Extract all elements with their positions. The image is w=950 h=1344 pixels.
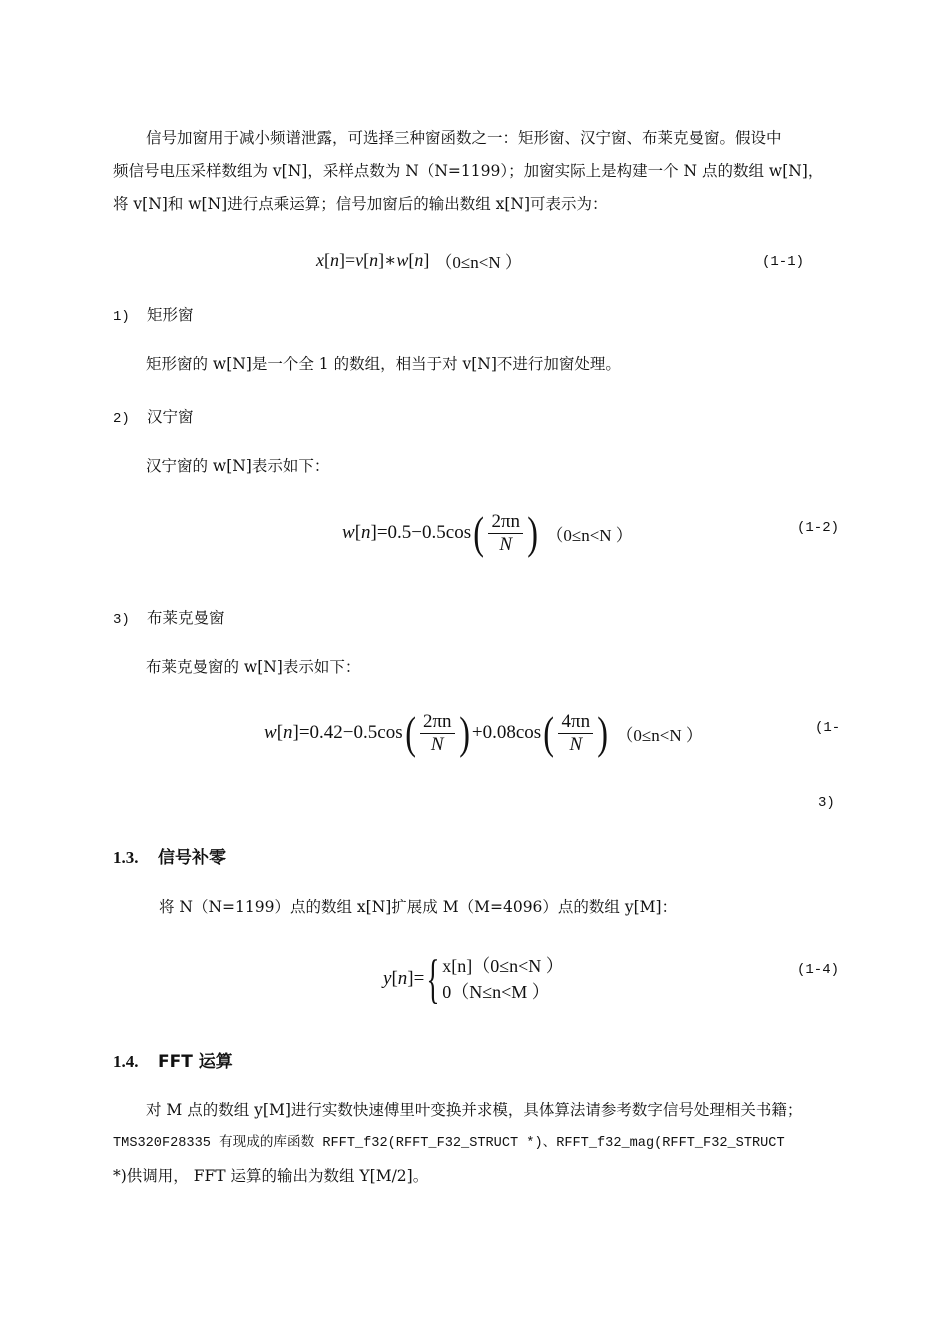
equation-1-1: x [ n ] = v [ n ] ∗ w [ n ] （0≤n<N ） [316,250,522,272]
equation-number-1-4: (1-4) [797,962,840,978]
equation-number-1-3-part-b: 3) [818,795,835,811]
section-1-4-paragraph [113,1094,838,1193]
equation-number-1-2: (1-2) [797,520,840,536]
equation-1-4: y [ n ] = { x[n]（0≤n<N ） 0（N≤n<M ） [383,949,564,1009]
intro-line-1: 信号加窗用于减小频谱泄露，可选择三种窗函数之一：矩形窗、汉宁窗、布莱克曼窗。假设中 [146,129,782,147]
equation-1-3: w [ n ] =0.42−0.5cos ( $\frac{2\pi n}{N}$ ) +0.08cos ( $\frac{4\pi n}{N}$ ) （0≤n<N ） [264,707,703,758]
list-item-hanning: 2) 汉宁窗 [113,408,194,427]
rectangular-desc: 矩形窗的 w[N]是一个全 1 的数组，相当于对 v[N]不进行加窗处理。 [146,355,621,373]
section-1-3-text: 将 N（N=1199）点的数组 x[N]扩展成 M（M=4096）点的数组 y[M]： [159,898,678,916]
section-heading-1-4: 1.4. FFT 运算 [113,1052,233,1072]
section-1-4-line-2: TMS320F28335 有现成的库函数 RFFT_f32(RFFT_F32_STRUCT *)、RFFT_f32_mag(RFFT_F32_STRUCT [113,1136,785,1151]
equation-1-2: w [ n ] =0.5−0.5cos ( $\frac{2\pi n}{N}$ ) （0≤n<N ） [342,507,633,558]
left-brace: { [426,949,440,1009]
intro-line-3: 将 v[N]和 w[N]进行点乘运算；信号加窗后的输出数组 x[N]可表示为： [113,195,608,213]
fraction-2pin-over-n: $\frac{2\pi n}{N}$ [488,511,523,556]
fraction-4pin-over-n: $\frac{4\pi n}{N}$ [558,711,593,756]
case-1: x[n]（0≤n<N ） [442,956,564,976]
section-heading-1-3: 1.3. 信号补零 [113,848,226,868]
equation-number-1-1: (1-1) [762,254,805,270]
piecewise-cases [442,953,564,1005]
fraction-2pin-over-n: $\frac{2\pi n}{N}$ [420,711,455,756]
hanning-desc: 汉宁窗的 w[N]表示如下： [146,457,330,475]
list-item-blackman: 3) 布莱克曼窗 [113,609,225,628]
intro-line-2: 频信号电压采样数组为 v[N]，采样点数为 N（N=1199）；加窗实际上是构建一个 N 点的数组 w[N]， [113,162,824,180]
case-2: 0（N≤n<M ） [442,982,550,1002]
equation-number-1-3-part-a: (1- [815,720,841,736]
section-1-4-line-1: 对 M 点的数组 y[M]进行实数快速傅里叶变换并求模，具体算法请参考数字信号处理相关书籍； [146,1101,803,1119]
blackman-desc: 布莱克曼窗的 w[N]表示如下： [146,658,361,676]
intro-paragraph [113,122,838,221]
section-1-4-line-3: *)供调用， FFT 运算的输出为数组 Y[M/2]。 [113,1167,429,1185]
list-item-rectangular: 1) 矩形窗 [113,306,194,325]
